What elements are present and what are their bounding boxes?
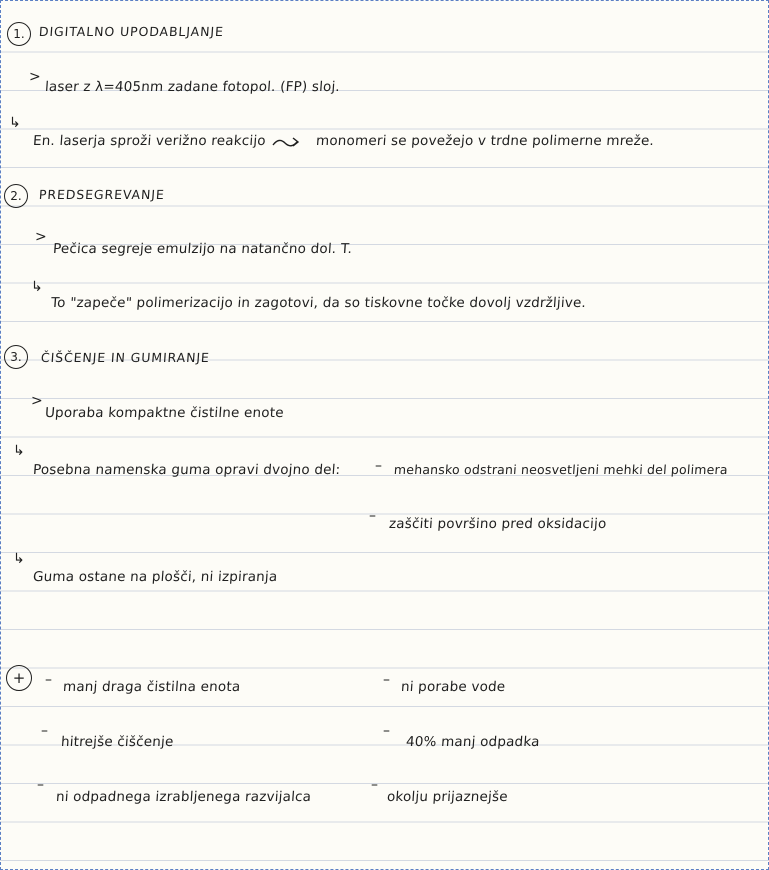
dash-icon: – (45, 672, 52, 688)
section-3-result-label: Posebna namenska guma opravi dvojno del: (32, 462, 341, 478)
section-2-point: Pečica segreje emulzijo na natančno dol. T. (52, 241, 353, 257)
section-2-number: 2. (4, 184, 28, 208)
section-3-note: Guma ostane na plošči, ni izpiranja (32, 569, 278, 585)
section-1-result-right: monomeri se povežejo v trdne polimerne mreže. (315, 133, 655, 149)
wavy-arrow-icon (271, 135, 303, 151)
section-2-title: PREDSEGREVANJE (38, 187, 166, 202)
dash-icon: – (37, 777, 44, 793)
advantage-left: ni odpadnega izrabljenega razvijalca (55, 789, 312, 805)
section-3-bullet: zaščiti površino pred oksidacijo (388, 516, 607, 532)
hook-arrow-icon: ↳ (31, 279, 43, 295)
section-3-bullet: mehansko odstrani neosvetljeni mehki del polimera (393, 462, 729, 477)
section-3-point: Uporaba kompaktne čistilne enote (44, 405, 285, 421)
dash-icon: – (383, 672, 390, 688)
hook-arrow-icon: ↳ (13, 551, 25, 567)
hook-arrow-icon: ↳ (13, 443, 25, 459)
dash-icon: – (383, 723, 390, 739)
dash-icon: – (375, 458, 382, 474)
dash-icon: – (41, 723, 48, 739)
section-1-result-left: En. laserja sproži verižno reakcijo (32, 133, 267, 149)
section-1-point: laser z λ=405nm zadane fotopol. (FP) sloj. (44, 79, 341, 95)
advantage-left: hitrejše čiščenje (60, 734, 175, 750)
dash-icon: – (371, 777, 378, 793)
section-1-number: 1. (7, 22, 31, 46)
section-1-title: DIGITALNO UPODABLJANJE (38, 24, 225, 39)
section-3-number: 3. (4, 345, 28, 369)
advantage-left: manj draga čistilna enota (62, 679, 241, 695)
advantage-right: okolju prijaznejše (386, 789, 509, 805)
arrow-icon: > (35, 229, 47, 245)
arrow-icon: > (31, 393, 43, 409)
hook-arrow-icon: ↳ (9, 115, 21, 131)
dash-icon: – (369, 508, 376, 524)
section-2-result: To "zapeče" polimerizacijo in zagotovi, da so tiskovne točke dovolj vzdržljive. (50, 295, 587, 311)
advantage-right: 40% manj odpadka (405, 734, 541, 750)
advantage-right: ni porabe vode (400, 679, 506, 695)
arrow-icon: > (29, 69, 41, 85)
section-3-title: ČIŠČENJE IN GUMIRANJE (40, 350, 211, 365)
plus-icon: + (6, 665, 32, 691)
